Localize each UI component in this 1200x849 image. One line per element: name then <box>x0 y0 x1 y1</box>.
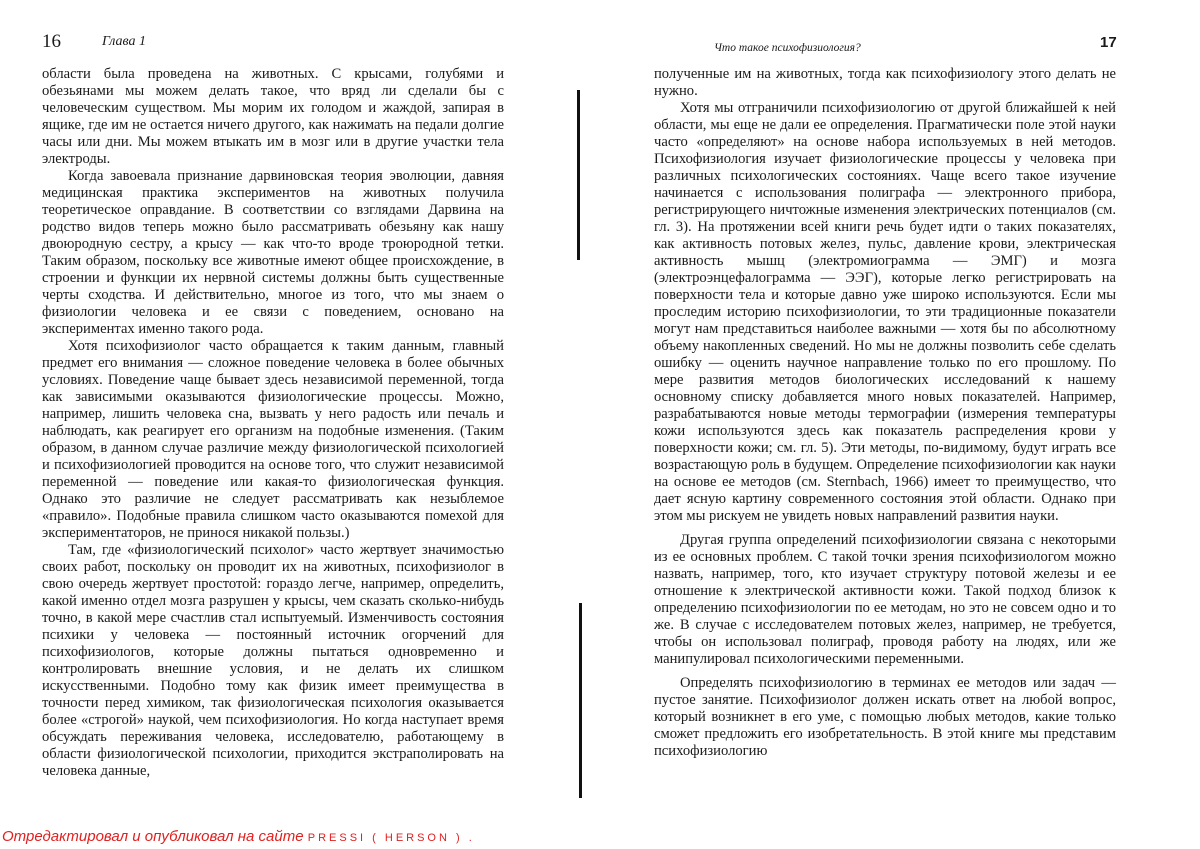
paragraph: области была проведена на животных. С крысами, голубями и обезьянами мы можем делать такое, что вряд ли сделали бы с человеческим существом. Мы морим их голодом и жаждой, запирая в ящике, где им не остается ничего другого, как нажимать на педали долгие часы или дни. Мы можем втыкать им в мозг или в другие участки тела электроды. <box>42 66 504 167</box>
paragraph: Определять психофизиологию в терминах ее методов или задач — пустое занятие. Психофизиолог должен искать ответ на любой вопрос, который возникнет в его уме, с помощью любых методов, какие только сможет предложить его изобретательность. В этой книге мы представим психофизиологию <box>654 675 1116 759</box>
publisher-note <box>2 828 475 845</box>
paragraph: Другая группа определений психофизиологии связана с некоторыми из ее основных проблем. С такой точки зрения психофизиологом можно назвать, например, того, кто изучает структуру потовой железы и ее отношение к электрической активности кожи. Такой подход близок к определению психофизиологии по ее методам, но это не совсем одно и то же. В случае с исследователем потовых желез, например, не требуется, чтобы он использовал полиграф, проводя работу на людях, или же манипулировал психологическими переменными. <box>654 532 1116 667</box>
margin-bar <box>579 603 582 798</box>
publisher-note-text: Отредактировал и опубликовал на сайте <box>2 828 304 845</box>
publisher-site[interactable]: PRESSI ( HERSON ) . <box>307 832 475 844</box>
margin-bar <box>577 90 580 260</box>
page-number-right: 17 <box>1100 34 1117 51</box>
page-number-left: 16 <box>42 31 61 52</box>
left-text-column <box>42 66 504 780</box>
paragraph: Там, где «физиологический психолог» часто жертвует значимостью своих работ, поскольку он проводит их на животных, психофизиолог в свою очередь жертвует простотой: гораздо легче, например, определить, какой именно отдел мозга разрушен у крысы, чем сказать сколько-нибудь точно, в какой мере счастлив стал испытуемый. Изменчивость состояния психики у человека — постоянный источник огорчений для психофизиологов, которые должны пытаться одновременно и контролировать внешние условия, и не делать их слишком искусственными. Подобно тому как физик имеет преимущества в точности перед химиком, так физиологическая психология оказывается более «строгой» наукой, чем психофизиология. Но когда наступает время обсуждать переживания человека, исследователю, работающему в области физиологической психологии, приходится экстраполировать на человека данные, <box>42 542 504 779</box>
paragraph: Хотя психофизиолог часто обращается к таким данным, главный предмет его внимания — сложное поведение человека в более обычных условиях. Поведение чаще бывает здесь независимой переменной, тогда как зависимыми оказываются физиологические процессы. Можно, например, лишить человека сна, вызвать у него радость или печаль и наблюдать, как реагирует его организм на подобные изменения. (Таким образом, в данном случае различие между физиологической психологией и психофизиологией проводится на основе того, что служит независимой переменной — поведение или какая-то физиологическая функция. Однако это различие не следует рассматривать как незыблемое «правило». Подобные правила слишком часто оказываются помехой для экспериментаторов, не принося никакой пользы.) <box>42 338 504 541</box>
paragraph: Когда завоевала признание дарвиновская теория эволюции, давняя медицинская практика экспериментов на животных получила теоретическое оправдание. В соответствии со взглядами Дарвина на родство видов теперь можно было рассматривать обезьяну как нашу двоюродную сестру, а крысу — как что-то вроде троюродной тетки. Таким образом, поскольку все животные имеют общее происхождение, в строении и функции их нервной системы должны быть существенные черты сходства. И действительно, многое из того, что мы знаем о физиологии человека и ее связи с поведением, основано на экспериментах именно такого рода. <box>42 168 504 337</box>
running-title: Что такое психофизиология? <box>714 42 861 54</box>
right-page <box>600 0 1200 849</box>
right-text-column <box>654 66 1116 760</box>
paragraph: Хотя мы отграничили психофизиологию от другой ближайшей к ней области, мы еще не дали ее определения. Прагматически поле этой науки часто «определяют» на основе набора используемых в ней методов. Психофизиология изучает физиологические процессы у человека при различных психологических состояниях. Чаще всего такое изучение начинается с использования полиграфа — электронного прибора, регистрирующего ничтожные изменения электрических потенциалов (см. гл. 3). На протяжении всей книги речь будет идти о таких показателях, как активность потовых желез, пульс, давление крови, электрическая активность мышц (электромиограмма — ЭМГ) и мозга (электроэнцефалограмма — ЭЭГ), которые легко регистрировать на поверхности тела и которые давно уже широко используются. Если мы проследим историю психофизиологии, то эти традиционные показатели могут нам представиться наиболее важными — хотя бы по абсолютному объему накопленных сведений. Но мы не должны позволить себе сделать ошибку — оценить научное направление только по его прошлому. По мере развития методов биологических исследований к нашему основному списку добавляется много новых показателей. Например, разрабатываются новые методы термографии (измерения температуры кожи используются здесь как показатель распределения крови у поверхности кожи; см. гл. 5). Эти методы, по-видимому, будут играть все возрастающую роль в будущем. Определение психофизиологии как науки на основе ее методов (см. Sternbach, 1966) имеет то преимущество, что дает ясную картину современного состояния этой области. Однако при этом мы рискуем не увидеть новых направлений развития науки. <box>654 100 1116 524</box>
paragraph: полученные им на животных, тогда как психофизиологу этого делать не нужно. <box>654 66 1116 99</box>
chapter-label: Глава 1 <box>102 34 146 49</box>
